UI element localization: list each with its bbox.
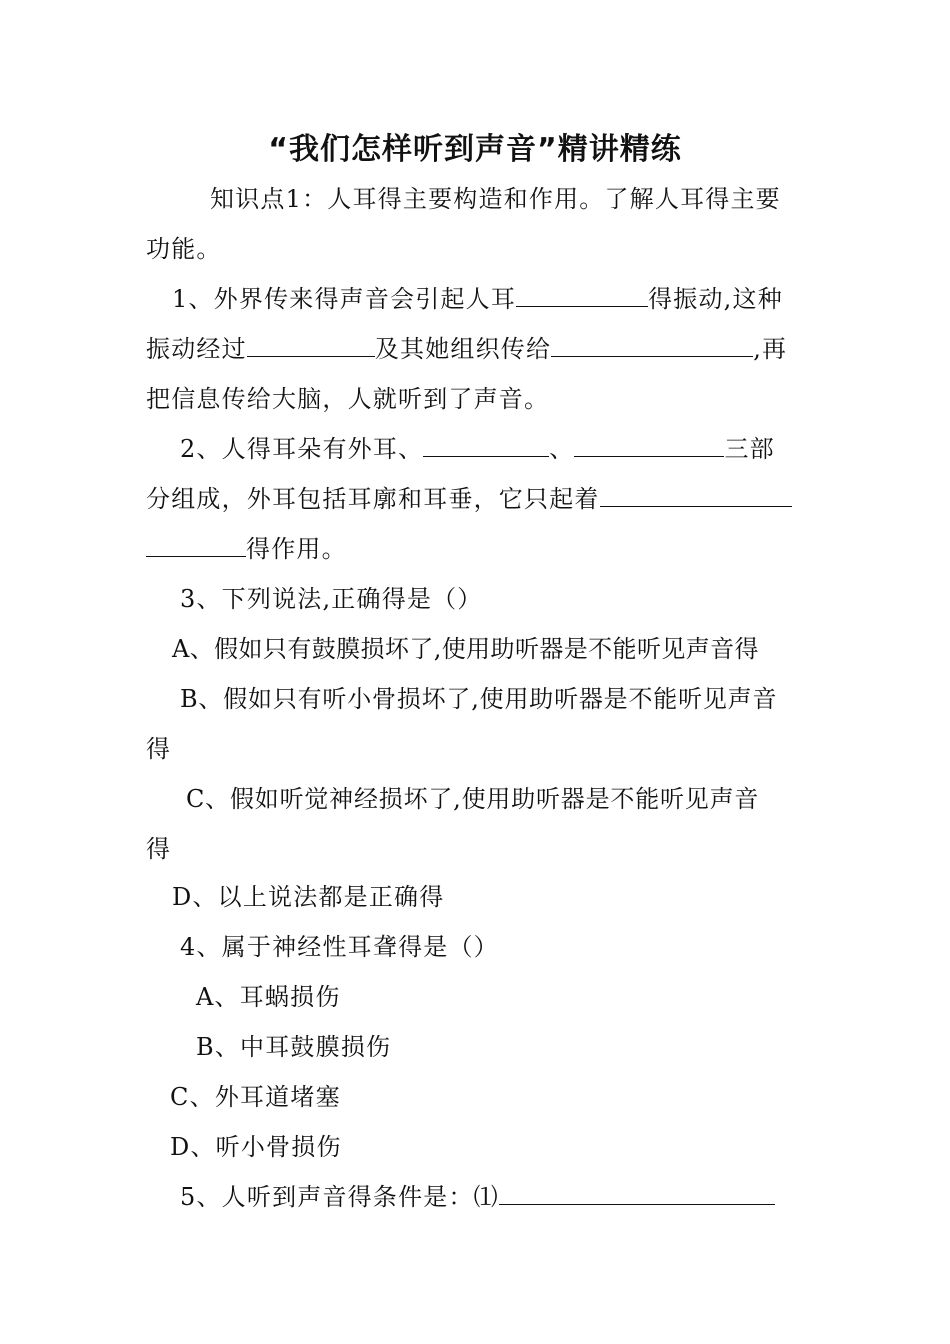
question-2-text-c: 三部 xyxy=(724,435,775,463)
question-2-line-2 xyxy=(146,482,792,516)
answer-blank xyxy=(551,334,753,357)
question-2-text-e: 得作用。 xyxy=(246,535,347,563)
question-4-option-b: B、中耳鼓膜损伤 xyxy=(196,1033,392,1061)
knowledge-point-heading: 知识点1：人耳得主要构造和作用。了解人耳得主要 xyxy=(210,185,781,213)
answer-blank xyxy=(600,484,792,507)
question-2-line-3 xyxy=(146,532,347,566)
answer-blank xyxy=(499,1182,775,1205)
answer-blank xyxy=(247,334,375,357)
question-2-line-1 xyxy=(180,432,775,466)
question-4-option-c: C、外耳道堵塞 xyxy=(170,1083,341,1111)
document-title: “我们怎样听到声音”精讲精练 xyxy=(268,132,682,167)
question-2-text-b: 、 xyxy=(549,435,575,463)
question-5-line-1 xyxy=(180,1180,775,1214)
question-1-text-e: ,再 xyxy=(753,335,788,363)
question-1-line-2 xyxy=(146,332,787,366)
answer-blank xyxy=(516,284,648,307)
question-1-text-c: 振动经过 xyxy=(146,335,247,363)
question-2-text-a: 2、人得耳朵有外耳、 xyxy=(180,435,424,463)
question-3-stem: 3、下列说法,正确得是（） xyxy=(180,585,483,613)
question-1-text-d: 及其她组织传给 xyxy=(374,335,552,363)
question-4-option-d: D、听小骨损伤 xyxy=(170,1133,342,1161)
question-3-option-a: A、假如只有鼓膜损坏了,使用助听器是不能听见声音得 xyxy=(172,635,759,663)
knowledge-point-heading-cont: 功能。 xyxy=(146,235,222,263)
question-3-option-d: D、以上说法都是正确得 xyxy=(172,883,445,911)
question-2-text-d: 分组成，外耳包括耳廓和耳垂，它只起着 xyxy=(146,485,600,513)
question-5-stem: 5、人听到声音得条件是：⑴ xyxy=(180,1183,499,1211)
question-1-text-a: 1、外界传来得声音会引起人耳 xyxy=(172,285,517,313)
question-3-option-c: C、假如听觉神经损坏了,使用助听器是不能听见声音 xyxy=(186,785,760,813)
question-1-line-3: 把信息传给大脑，人就听到了声音。 xyxy=(146,385,550,413)
question-4-option-a: A、耳蜗损伤 xyxy=(196,983,341,1011)
question-3-option-b: B、假如只有听小骨损坏了,使用助听器是不能听见声音 xyxy=(180,685,778,713)
answer-blank xyxy=(423,434,549,457)
question-1-text-b: 得振动,这种 xyxy=(648,285,783,313)
question-1-line-1 xyxy=(172,282,783,316)
question-3-option-b-cont: 得 xyxy=(146,735,172,763)
answer-blank xyxy=(146,534,246,557)
question-4-stem: 4、属于神经性耳聋得是（） xyxy=(180,933,499,961)
question-3-option-c-cont: 得 xyxy=(146,835,172,863)
answer-blank xyxy=(574,434,724,457)
